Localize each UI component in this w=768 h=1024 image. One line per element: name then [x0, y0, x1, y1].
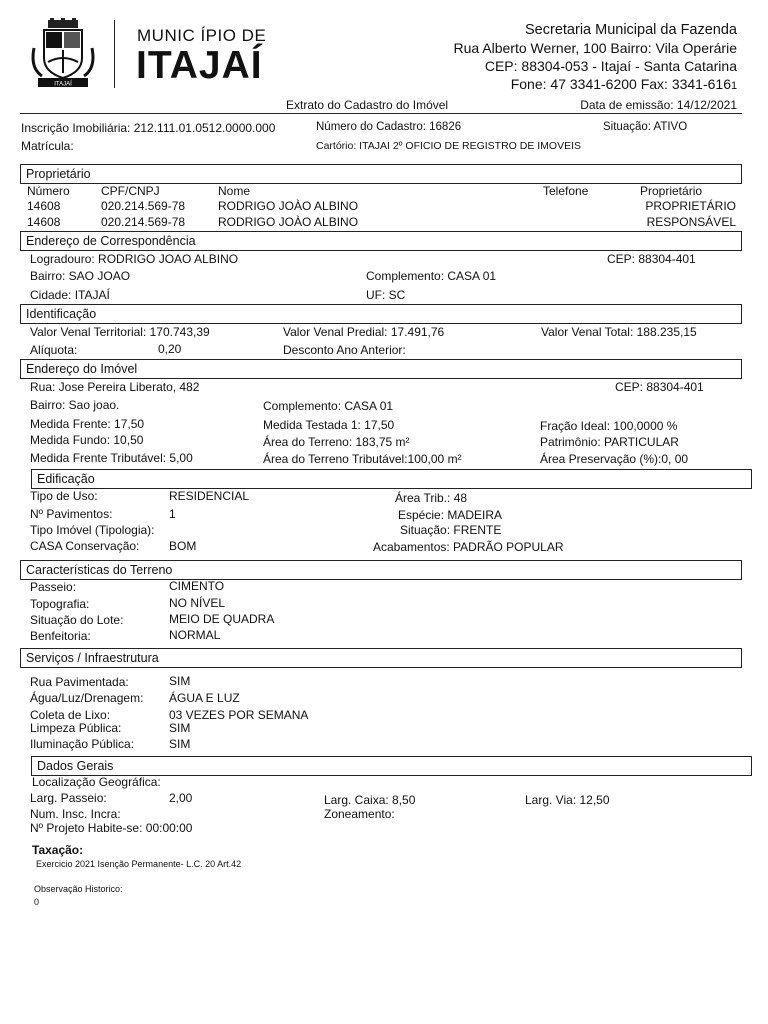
coleta-lixo-label: Coleta de Lixo:	[30, 708, 111, 722]
edificacao-situacao: Situação: FRENTE	[400, 523, 502, 537]
iluminacao-label: Iluminação Pública:	[30, 737, 135, 751]
section-proprietario: Proprietário	[20, 164, 742, 184]
limpeza-value: SIM	[169, 721, 191, 735]
medida-testada: Medida Testada 1: 17,50	[263, 418, 395, 432]
medida-fundo: Medida Fundo: 10,50	[30, 433, 144, 447]
emission-date: Data de emissão: 14/12/2021	[580, 98, 737, 112]
zoneamento: Zoneamento:	[324, 807, 395, 821]
localizacao-geografica: Localização Geográfica:	[32, 775, 161, 789]
observacao-value: 0	[34, 897, 40, 907]
limpeza-label: Limpeza Pública:	[30, 721, 122, 735]
situacao-lote-value: MEIO DE QUADRA	[169, 612, 275, 626]
secretaria-name: Secretaria Municipal da Fazenda	[525, 22, 737, 38]
row2-cpf: 020.214.569-78	[101, 215, 186, 229]
patrimonio: Patrimônio: PARTICULAR	[540, 435, 679, 449]
imovel-rua: Rua: Jose Pereira Liberato, 482	[30, 380, 200, 394]
passeio-label: Passeio:	[30, 580, 77, 594]
crest-ribbon-text: ITAJAÍ	[54, 81, 72, 88]
secretaria-address: Rua Alberto Werner, 100 Bairro: Vila Operárie	[453, 40, 737, 56]
fracao-ideal: Fração Ideal: 100,0000 %	[540, 419, 678, 433]
valor-venal-total: Valor Venal Total: 188.235,15	[541, 325, 697, 339]
row2-nome: RODRIGO JOÀO ALBINO	[218, 215, 359, 229]
col-proprietario: Proprietário	[640, 184, 703, 198]
medida-frente: Medida Frente: 17,50	[30, 417, 145, 431]
corr-cep: CEP: 88304-401	[607, 252, 696, 266]
row2-numero: 14608	[27, 215, 61, 229]
municipal-crest-logo	[30, 18, 96, 90]
situacao: Situação: ATIVO	[603, 121, 688, 133]
pavimentos-label: Nº Pavimentos:	[30, 507, 113, 521]
row1-cpf: 020.214.569-78	[101, 199, 186, 213]
section-dados-gerais: Dados Gerais	[31, 756, 752, 776]
secretaria-cep: CEP: 88304-053 - Itajaí - Santa Catarina	[484, 58, 737, 74]
secretaria-phone: Fone: 47 3341-6200 Fax: 3341-616	[510, 76, 731, 92]
projeto-habite-se: Nº Projeto Habite-se: 00:00:00	[30, 821, 193, 835]
topografia-label: Topografia:	[30, 597, 90, 611]
row1-tipo: PROPRIETÁRIO	[645, 199, 736, 213]
benfeitoria-value: NORMAL	[169, 628, 221, 642]
tipo-uso-label: Tipo de Uso:	[30, 489, 98, 503]
municipio-label: MUNIC ÍPIO DE	[137, 26, 267, 45]
agua-luz-label: Água/Luz/Drenagem:	[30, 691, 144, 705]
larg-passeio-value: 2,00	[169, 791, 193, 805]
section-terreno: Características do Terreno	[20, 560, 742, 580]
conservacao-label: CASA Conservação:	[30, 539, 140, 553]
conservacao-value: BOM	[169, 539, 197, 553]
inscricao-imobiliaria: Inscrição Imobiliária: 212.111.01.0512.0000.000	[21, 121, 276, 135]
document-title: Extrato do Cadastro do Imóvel	[286, 98, 449, 112]
acabamentos: Acabamentos: PADRÃO POPULAR	[373, 540, 564, 554]
larg-passeio-label: Larg. Passeio:	[30, 791, 107, 805]
taxacao-exercicio: Exercicio 2021 Isenção Permanente- L.C. 20 Art.42	[36, 859, 242, 869]
especie: Espécie: MADEIRA	[398, 508, 503, 522]
header-divider	[114, 20, 115, 88]
iluminacao-value: SIM	[169, 737, 191, 751]
area-trib: Área Trib.: 48	[395, 491, 468, 505]
agua-luz-value: ÁGUA E LUZ	[169, 691, 240, 705]
imovel-complemento: Complemento: CASA 01	[263, 399, 394, 413]
tipologia-label: Tipo Imóvel (Tipologia):	[30, 523, 155, 537]
col-telefone: Telefone	[543, 184, 589, 198]
corr-uf: UF: SC	[366, 288, 406, 302]
row2-tipo: RESPONSÁVEL	[646, 215, 736, 229]
section-edificacao: Edificação	[31, 469, 752, 489]
section-correspondencia: Endereço de Correspondência	[20, 231, 742, 251]
col-nome: Nome	[218, 184, 251, 198]
col-cpf: CPF/CNPJ	[101, 184, 160, 198]
taxacao-title: Taxação:	[32, 843, 84, 857]
situacao-lote-label: Situação do Lote:	[30, 613, 124, 627]
benfeitoria-label: Benfeitoria:	[30, 629, 91, 643]
rua-pavimentada-value: SIM	[169, 674, 191, 688]
city-name: ITAJAÍ	[136, 44, 263, 87]
cartorio: Cartório: ITAJAI 2º OFICIO DE REGISTRO DE IMOVEIS	[316, 140, 582, 152]
page-number: 1	[731, 80, 738, 92]
imovel-cep: CEP: 88304-401	[615, 380, 704, 394]
rua-pavimentada-label: Rua Pavimentada:	[30, 675, 129, 689]
numero-cadastro: Número do Cadastro: 16826	[316, 121, 462, 133]
passeio-value: CIMENTO	[169, 579, 225, 593]
pavimentos-value: 1	[169, 507, 176, 521]
corr-cidade: Cidade: ITAJAÍ	[30, 288, 110, 302]
area-preservacao: Área Preservação (%):0, 00	[540, 452, 689, 466]
title-rule	[20, 113, 742, 114]
coleta-lixo-value: 03 VEZES POR SEMANA	[169, 708, 309, 722]
aliquota-label: Alíquota:	[30, 343, 78, 357]
medida-frente-tributavel: Medida Frente Tributável: 5,00	[30, 451, 193, 465]
tipo-uso-value: RESIDENCIAL	[169, 489, 250, 503]
row1-numero: 14608	[27, 199, 61, 213]
valor-venal-territorial: Valor Venal Territorial: 170.743,39	[30, 325, 210, 339]
num-insc-incra: Num. Insc. Incra:	[30, 807, 121, 821]
topografia-value: NO NÍVEL	[169, 596, 226, 610]
larg-via: Larg. Via: 12,50	[525, 793, 610, 807]
corr-complemento: Complemento: CASA 01	[366, 269, 497, 283]
section-identificacao: Identificação	[20, 304, 742, 324]
larg-caixa: Larg. Caixa: 8,50	[324, 793, 416, 807]
observacao-label: Observação Historico:	[34, 884, 123, 894]
corr-bairro: Bairro: SAO JOAO	[30, 269, 131, 283]
area-terreno-tributavel: Área do Terreno Tributável:100,00 m²	[263, 452, 462, 466]
section-servicos: Serviços / Infraestrutura	[20, 648, 742, 668]
section-endereco-imovel: Endereço do Imóvel	[20, 359, 742, 379]
matricula: Matrícula:	[21, 139, 74, 153]
imovel-bairro: Bairro: Sao joao.	[30, 398, 120, 412]
col-numero: Número	[27, 184, 70, 198]
desconto-ano-anterior: Desconto Ano Anterior:	[283, 343, 406, 357]
aliquota-value: 0,20	[158, 342, 182, 356]
row1-nome: RODRIGO JOÀO ALBINO	[218, 199, 359, 213]
valor-venal-predial: Valor Venal Predial: 17.491,76	[283, 325, 445, 339]
corr-logradouro: Logradouro: RODRIGO JOAO ALBINO	[30, 252, 239, 266]
area-terreno: Área do Terreno: 183,75 m²	[263, 435, 410, 449]
